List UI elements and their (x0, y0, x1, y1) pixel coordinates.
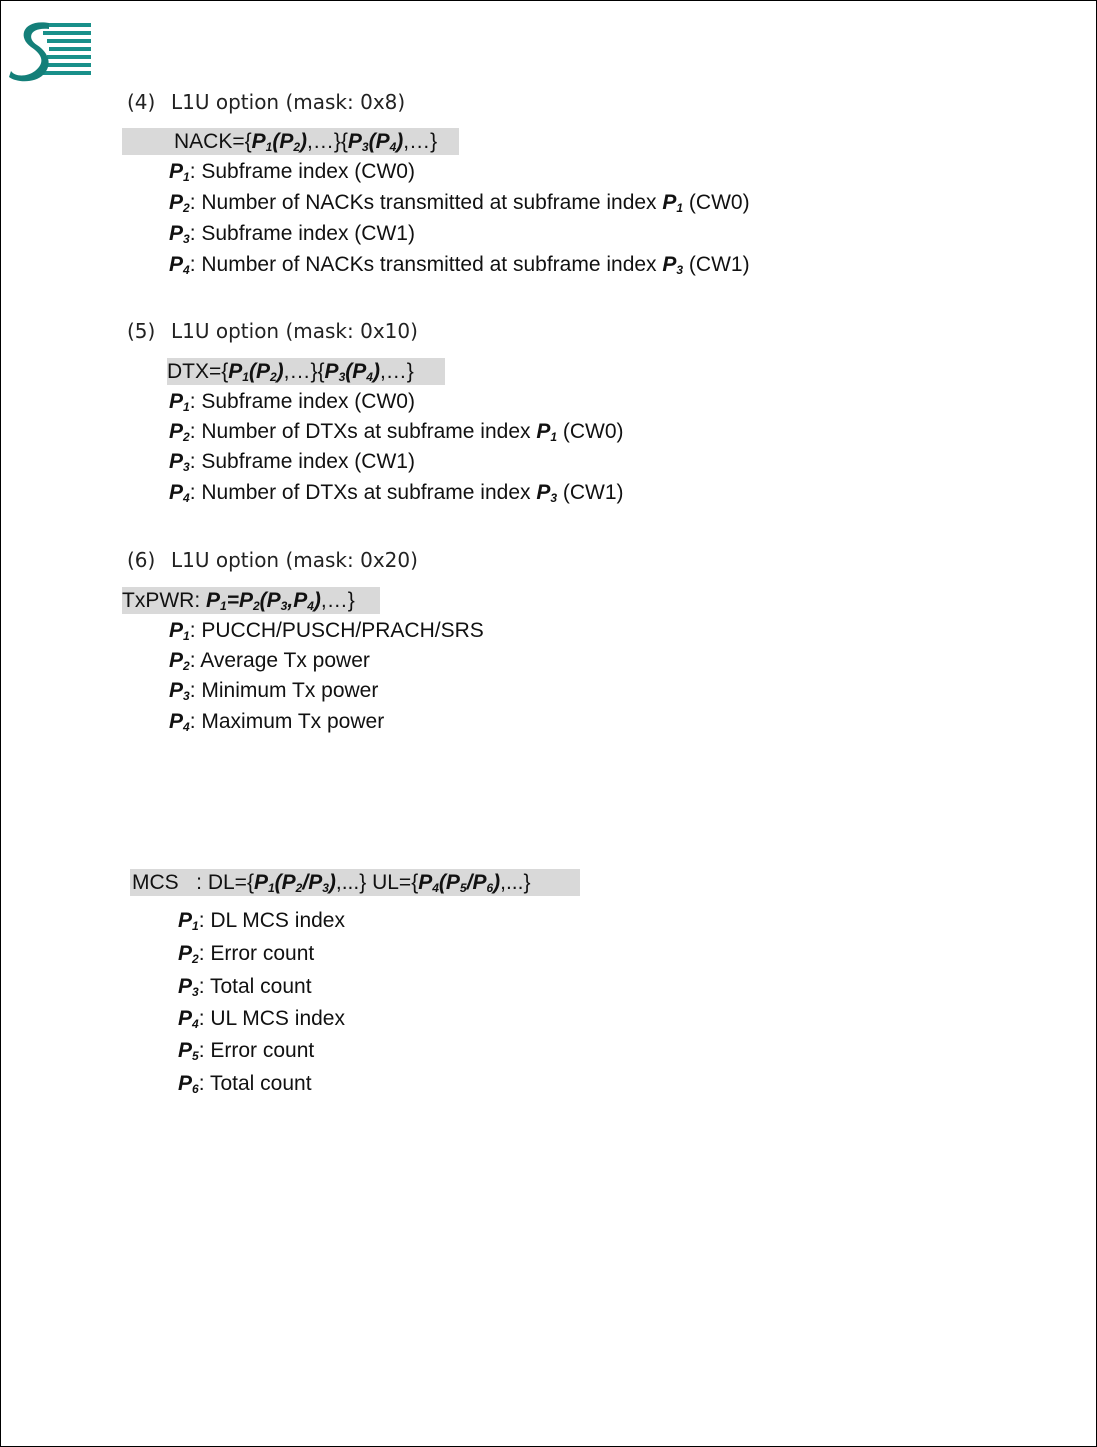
section-4-number: (4) (127, 90, 156, 114)
definition-p4: $P_4$: UL MCS index (178, 1007, 345, 1031)
section-6-title: L1U option (mask: 0x20) (171, 548, 418, 572)
definition-p2: $P_2$: Number of DTXs at subframe index $P_1$ (CW0) (169, 420, 624, 444)
definition-p2: $P_2$: Error count (178, 942, 315, 966)
definition-p1: $P_1$: Subframe index (CW0) (169, 390, 415, 414)
definition-p4: $P_4$: Maximum Tx power (169, 710, 385, 734)
section-4-heading (127, 90, 405, 114)
definition-p2: $P_2$: Number of NACKs transmitted at subframe index $P_1$ (CW0) (169, 191, 750, 215)
definition-p1: $P_1$: DL MCS index (178, 909, 345, 933)
definition-p3: $P_3$: Total count (178, 975, 312, 999)
definition-p4: $P_4$: Number of NACKs transmitted at subframe index $P_3$ (CW1) (169, 253, 750, 277)
section-5-number: (5) (127, 319, 156, 343)
definition-p4: $P_4$: Number of DTXs at subframe index $P_3$ (CW1) (169, 481, 624, 505)
definition-p2: $P_2$: Average Tx power (169, 649, 370, 673)
section-4-title: L1U option (mask: 0x8) (171, 90, 406, 114)
section-6-number: (6) (127, 548, 156, 572)
section-6-heading (127, 548, 418, 572)
definition-p1: $P_1$: PUCCH/PUSCH/PRACH/SRS (169, 619, 484, 643)
dtx-formula: $DTX=\{P_1(P_2),\dots\}\{P_3(P_4),\dots\}$ (167, 358, 445, 385)
section-5-title: L1U option (mask: 0x10) (171, 319, 418, 343)
definition-p3: $P_3$: Minimum Tx power (169, 679, 379, 703)
txpwr-formula: TxPWR: $P_1=P_2(P_3,P_4),\dots$} (122, 587, 380, 614)
mcs-formula: MCS : $DL=\{P_1(P_2/P_3),...\}$ $UL=\{P_4(P_5/P_6),...\}$ (130, 869, 580, 896)
section-5-heading (127, 319, 418, 343)
definition-p5: $P_5$: Error count (178, 1039, 315, 1063)
nack-formula: $NACK=\{P_1(P_2),\dots\}\{P_3(P_4),\dots\}$ (122, 128, 459, 155)
definition-p1: $P_1$: Subframe index (CW0) (169, 160, 415, 184)
company-logo-icon (9, 19, 93, 83)
definition-p3: $P_3$: Subframe index (CW1) (169, 222, 415, 246)
definition-p6: $P_6$: Total count (178, 1072, 312, 1096)
definition-p3: $P_3$: Subframe index (CW1) (169, 450, 415, 474)
